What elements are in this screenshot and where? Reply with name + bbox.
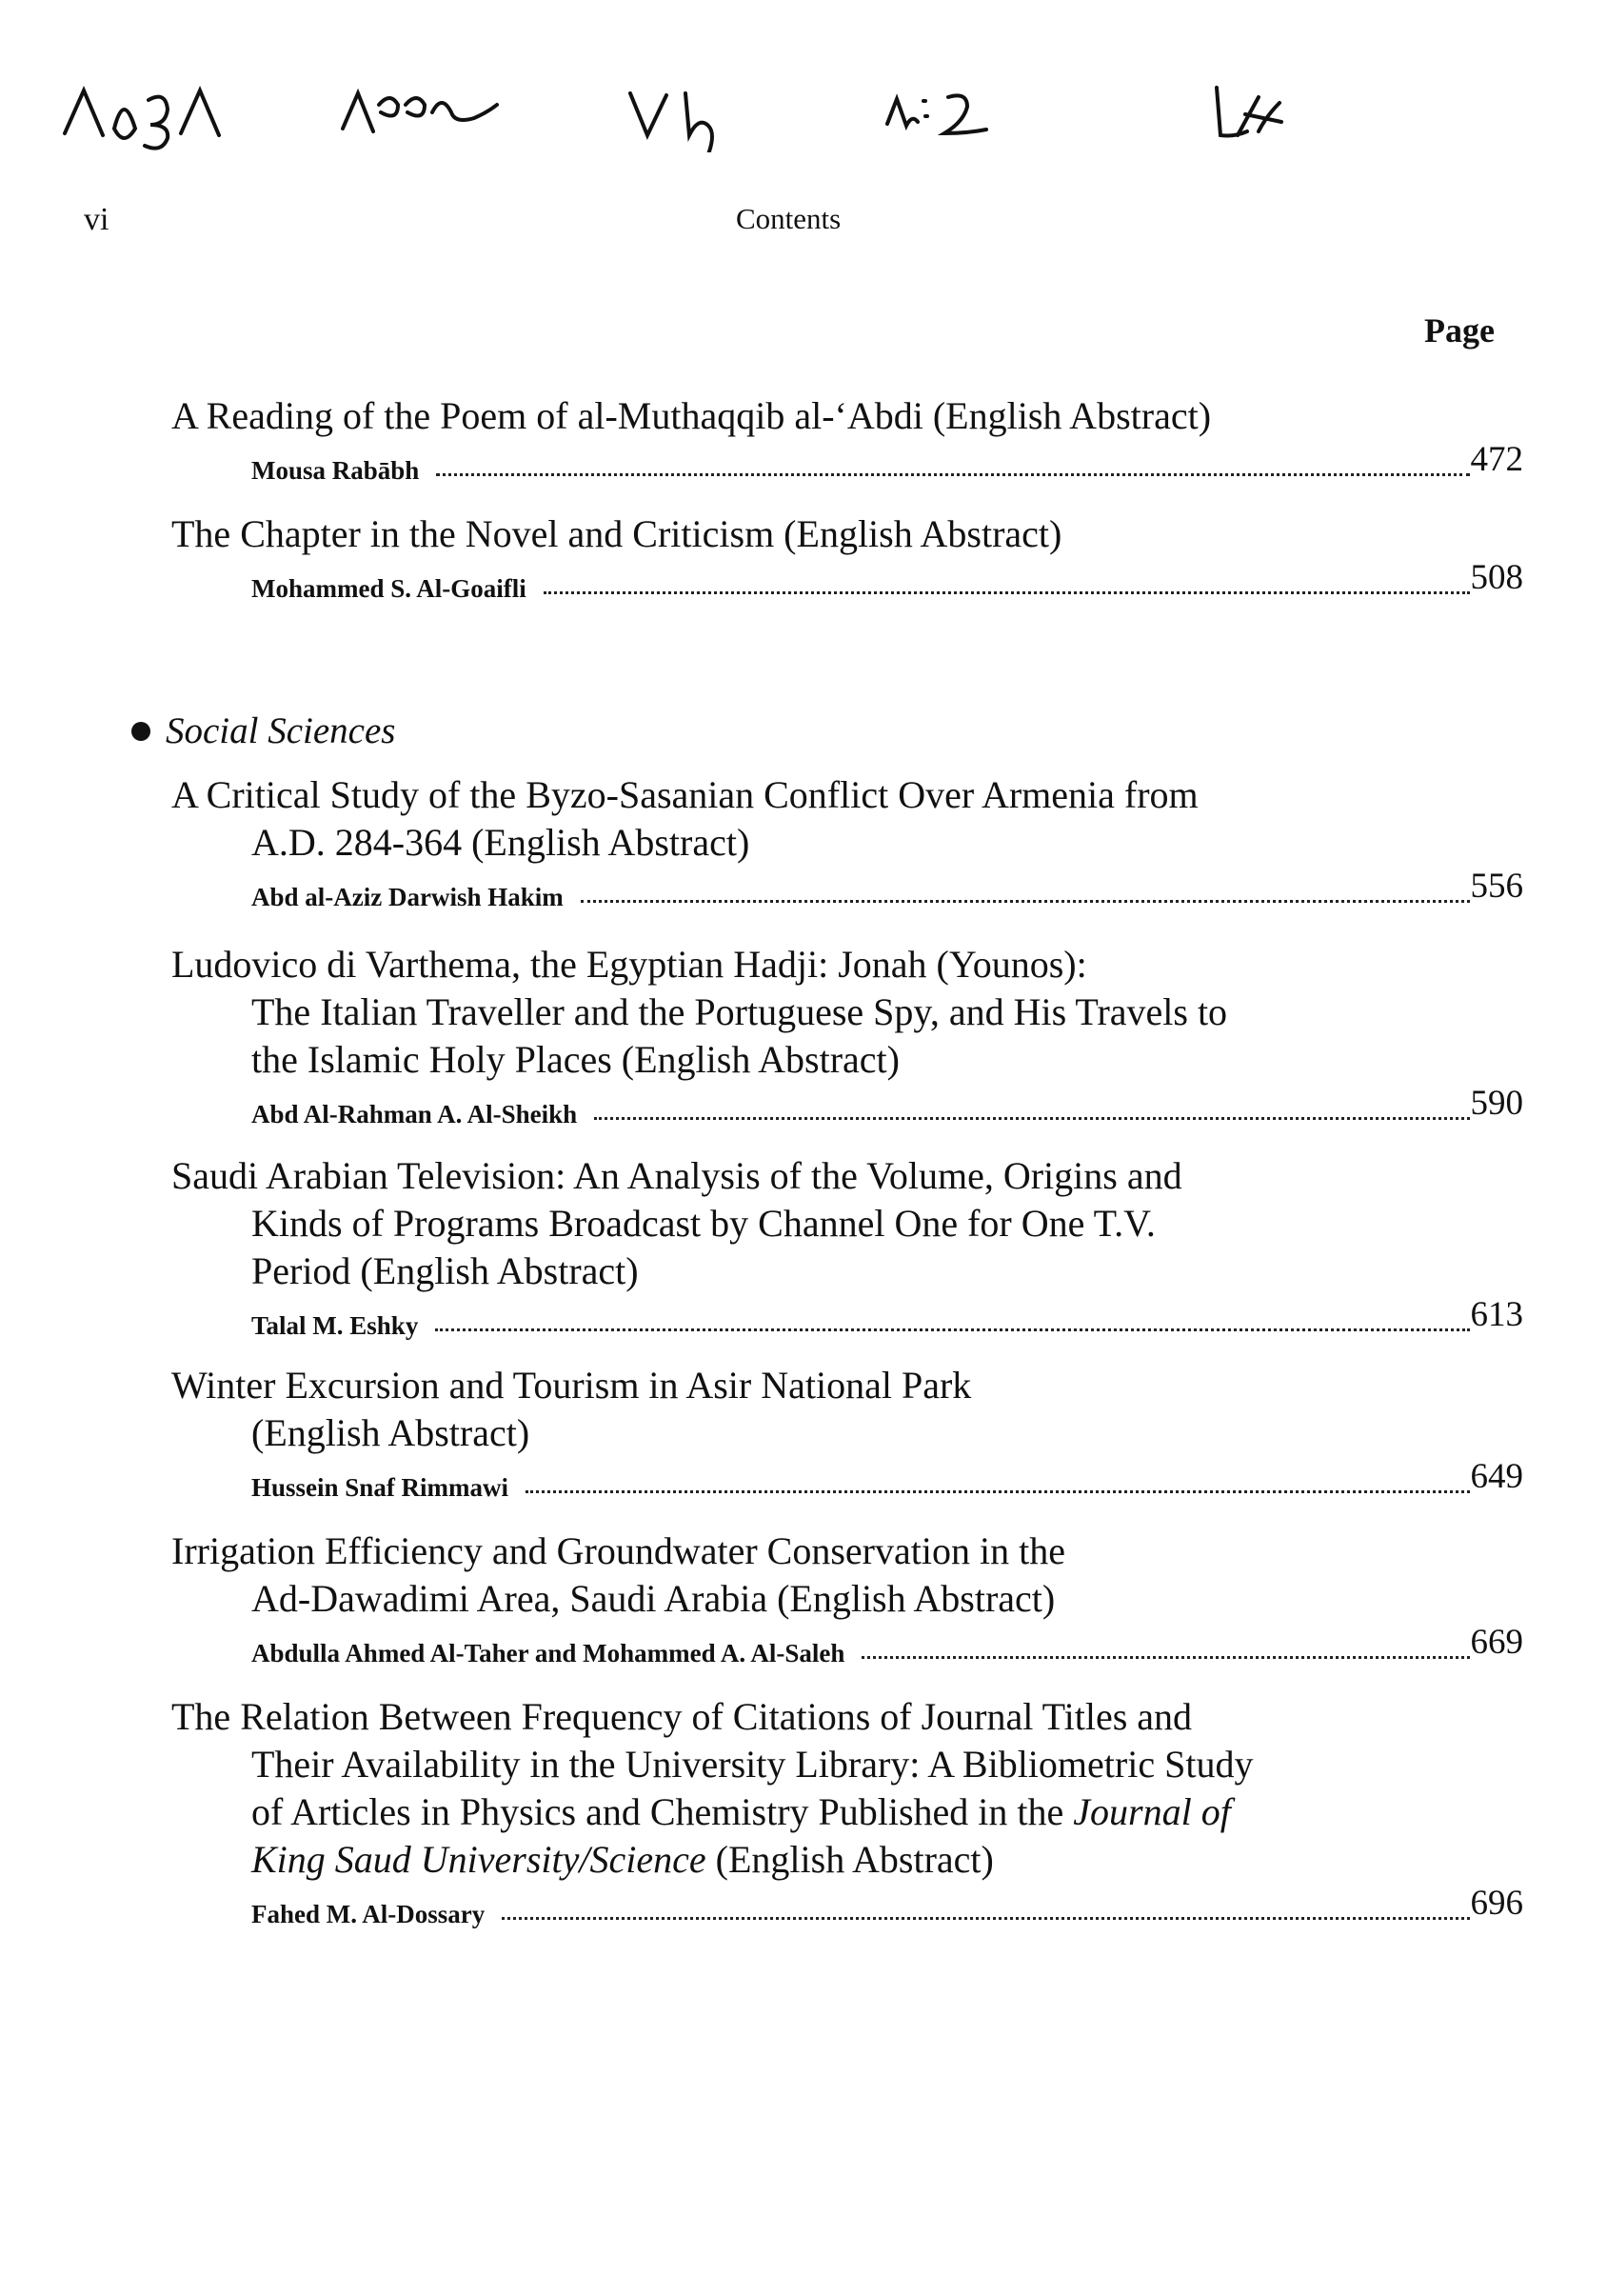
dot-leader xyxy=(502,1917,1470,1920)
toc-entry xyxy=(171,392,1523,486)
title-line xyxy=(171,1788,1523,1836)
entry-author: Fahed M. Al-Dossary xyxy=(251,1900,486,1928)
page-column-label: Page xyxy=(1424,311,1495,349)
toc-entry xyxy=(171,1152,1523,1341)
entry-page: 472 xyxy=(1470,440,1523,479)
title-line: the Islamic Holy Places (English Abstract) xyxy=(251,1038,900,1081)
toc-entry xyxy=(171,1527,1523,1668)
toc-entry xyxy=(171,510,1523,604)
entry-author: Mohammed S. Al-Goaifli xyxy=(251,574,526,603)
entry-author: Abd al-Aziz Darwish Hakim xyxy=(251,883,564,911)
author-row xyxy=(171,1297,1523,1341)
entry-author: Mousa Rabābh xyxy=(251,456,420,485)
entry-title xyxy=(171,771,1523,867)
title-line: Period (English Abstract) xyxy=(251,1249,639,1292)
dot-leader xyxy=(526,1490,1470,1493)
entry-page: 556 xyxy=(1470,867,1523,906)
title-line: (English Abstract) xyxy=(251,1411,530,1454)
title-line: A Reading of the Poem of al-Muthaqqib al-‘Abdi (English Abstract) xyxy=(171,394,1212,437)
dot-leader xyxy=(594,1117,1470,1120)
entry-author: Hussein Snaf Rimmawi xyxy=(251,1473,509,1502)
dot-leader xyxy=(862,1656,1470,1659)
bullet-icon xyxy=(131,722,150,741)
section-label: Social Sciences xyxy=(166,710,396,751)
entry-title xyxy=(171,392,1523,440)
toc-entry xyxy=(171,771,1523,912)
entry-title xyxy=(171,1527,1523,1623)
entry-title xyxy=(171,1362,1523,1457)
title-line: Ad-Dawadimi Area, Saudi Arabia (English Abstract) xyxy=(251,1577,1056,1620)
author-row xyxy=(171,560,1523,604)
entry-page: 649 xyxy=(1470,1457,1523,1496)
toc-entry xyxy=(171,1693,1523,1929)
title-line: Ludovico di Varthema, the Egyptian Hadji: Jonah (Younos): xyxy=(171,943,1087,986)
title-line-text: of Articles in Physics and Chemistry Published in the xyxy=(251,1790,1074,1833)
title-line: A Critical Study of the Byzo-Sasanian Conflict Over Armenia from xyxy=(171,773,1199,816)
dot-leader xyxy=(436,473,1470,476)
author-row xyxy=(171,442,1523,486)
entry-author: Abdulla Ahmed Al-Taher and Mohammed A. Al-Saleh xyxy=(251,1639,845,1667)
author-row xyxy=(171,1886,1523,1929)
journal-name-part: King Saud University/Science xyxy=(251,1838,706,1881)
toc-entry xyxy=(171,941,1523,1129)
author-row xyxy=(171,1459,1523,1503)
entry-page: 696 xyxy=(1470,1884,1523,1923)
entry-page: 669 xyxy=(1470,1623,1523,1662)
entry-title xyxy=(171,510,1523,558)
title-line: Irrigation Efficiency and Groundwater Conservation in the xyxy=(171,1529,1065,1572)
entry-page: 613 xyxy=(1470,1295,1523,1334)
title-line: The Italian Traveller and the Portuguese Spy, and His Travels to xyxy=(251,990,1228,1033)
author-row xyxy=(171,1625,1523,1668)
title-line: Saudi Arabian Television: An Analysis of the Volume, Origins and xyxy=(171,1154,1182,1197)
dot-leader xyxy=(544,591,1470,594)
entry-title xyxy=(171,1152,1523,1295)
entry-author: Talal M. Eshky xyxy=(251,1311,419,1340)
title-line: A.D. 284-364 (English Abstract) xyxy=(251,821,750,864)
page-number: vi xyxy=(84,202,109,237)
entry-page: 590 xyxy=(1470,1084,1523,1123)
title-line xyxy=(171,1836,1523,1884)
page-header xyxy=(84,202,1512,240)
title-line: The Chapter in the Novel and Criticism (English Abstract) xyxy=(171,512,1062,555)
author-row xyxy=(171,1086,1523,1129)
title-line: Their Availability in the University Library: A Bibliometric Study xyxy=(251,1743,1254,1786)
author-row xyxy=(171,868,1523,912)
section-heading xyxy=(131,709,395,752)
handwritten-annotations xyxy=(57,76,1390,152)
title-line-text: (English Abstract) xyxy=(715,1838,994,1881)
entry-author: Abd Al-Rahman A. Al-Sheikh xyxy=(251,1100,578,1128)
entry-title xyxy=(171,941,1523,1084)
running-head: Contents xyxy=(736,202,842,235)
title-line: The Relation Between Frequency of Citations of Journal Titles and xyxy=(171,1695,1193,1738)
title-line: Kinds of Programs Broadcast by Channel One for One T.V. xyxy=(251,1202,1156,1245)
dot-leader xyxy=(435,1328,1470,1331)
entry-title xyxy=(171,1693,1523,1884)
title-line: Winter Excursion and Tourism in Asir National Park xyxy=(171,1364,972,1407)
dot-leader xyxy=(581,900,1470,903)
journal-name-part: Journal of xyxy=(1073,1790,1231,1833)
toc-entry xyxy=(171,1362,1523,1503)
entry-page: 508 xyxy=(1470,558,1523,597)
